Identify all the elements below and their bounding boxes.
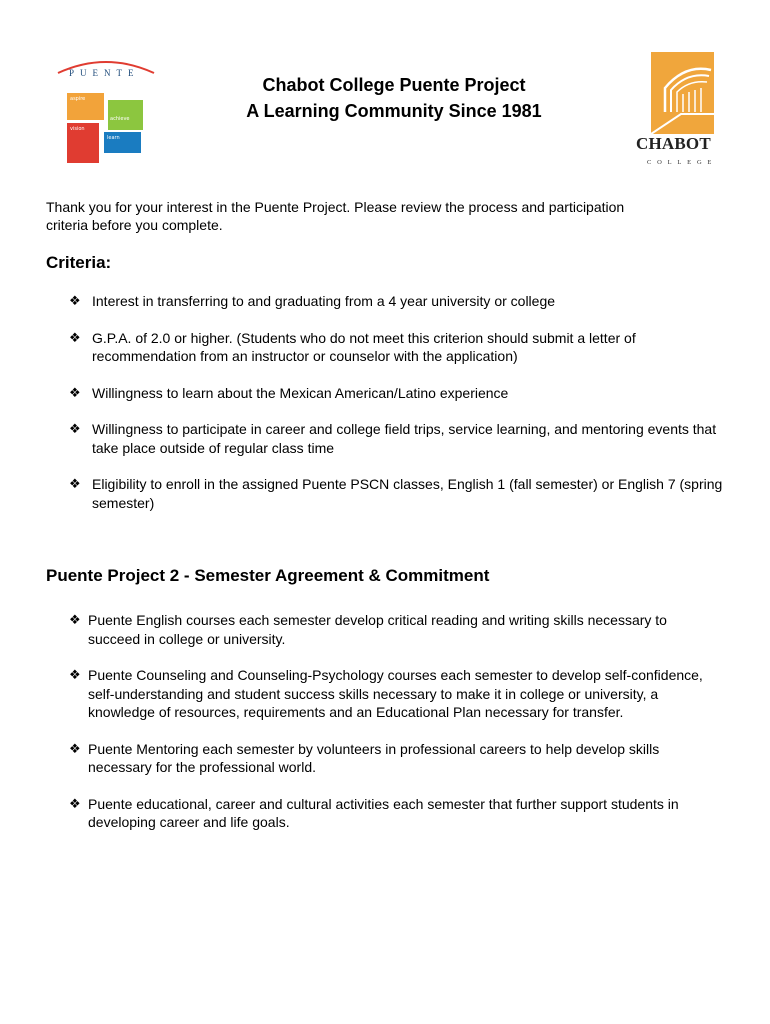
diamond-bullet-icon: ❖	[69, 740, 81, 756]
agreement-heading: Puente Project 2 - Semester Agreement & Commitment	[46, 566, 490, 585]
criteria-list	[69, 292, 729, 512]
puente-wordmark: PUENTE	[69, 68, 140, 78]
chabot-wordmark: CHABOT	[636, 134, 711, 153]
chabot-logo	[632, 50, 724, 170]
list-item: ❖ Puente Mentoring each semester by volunteers in professional careers to help develop skills necessary for the professional world.	[69, 740, 660, 775]
page-title	[200, 72, 588, 124]
puente-tile-achieve: achieve	[108, 100, 143, 130]
list-item: ❖ Willingness to learn about the Mexican American/Latino experience	[69, 384, 509, 401]
chabot-emblem	[651, 52, 714, 134]
puente-tile-learn: learn	[104, 132, 141, 153]
list-item: ❖ Puente Counseling and Counseling-Psychology courses each semester to develop self-confidence, self-understanding and student success skills necessary to make it in college or university, a knowledge of resources, requirements and an Educational Plan necessary for transfer.	[69, 667, 703, 720]
diamond-bullet-icon: ❖	[69, 795, 81, 811]
diamond-bullet-icon: ❖	[69, 421, 81, 436]
puente-tile-aspire: aspire	[67, 93, 104, 120]
title-line-2: A Learning Community Since 1981	[246, 101, 542, 121]
list-item: ❖ Eligibility to enroll in the assigned Puente PSCN classes, English 1 (fall semester) or English 7 (spring semester)	[69, 476, 723, 511]
diamond-bullet-icon: ❖	[69, 612, 81, 627]
puente-tile-vision: vision	[67, 123, 99, 163]
criteria-heading: Criteria:	[46, 253, 112, 272]
diamond-bullet-icon: ❖	[69, 667, 81, 682]
list-item: ❖ Interest in transferring to and graduating from a 4 year university or college	[69, 293, 556, 309]
list-item: ❖ Puente educational, career and cultural activities each semester that further support students in developing career and life goals.	[69, 795, 679, 830]
agreement-list	[69, 611, 719, 832]
diamond-bullet-icon: ❖	[69, 384, 81, 400]
diamond-bullet-icon: ❖	[69, 329, 81, 345]
diamond-bullet-icon: ❖	[69, 293, 81, 308]
intro-paragraph: Thank you for your interest in the Puente Project. Please review the process and participation criteria before you complete.	[46, 199, 625, 233]
chabot-subtitle: COLLEGE	[647, 159, 718, 166]
puente-logo	[56, 55, 156, 161]
list-item: ❖ G.P.A. of 2.0 or higher. (Students who do not meet this criterion should submit a letter of recommendation from an instructor or counselor with the application)	[69, 329, 636, 364]
list-item: ❖ Willingness to participate in career and college field trips, service learning, and mentoring events that take place outside of regular class time	[69, 421, 717, 456]
list-item: ❖ Puente English courses each semester develop critical reading and writing skills necessary to succeed in college or university.	[69, 612, 667, 647]
title-line-1: Chabot College Puente Project	[262, 75, 526, 95]
diamond-bullet-icon: ❖	[69, 476, 81, 491]
building-icon	[651, 52, 714, 134]
